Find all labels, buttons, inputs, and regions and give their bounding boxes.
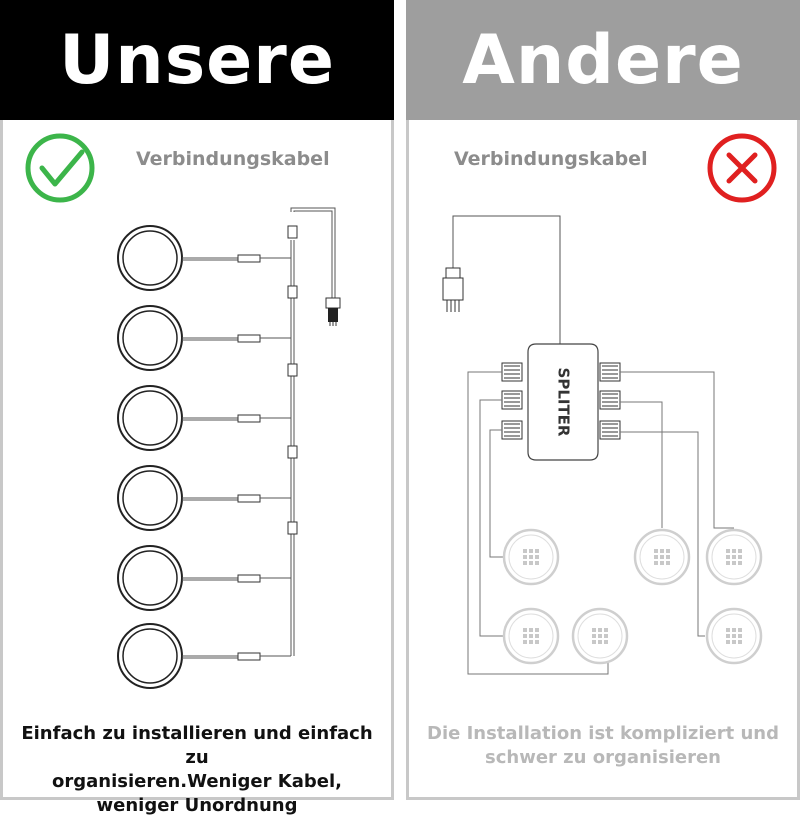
splitter-port	[600, 391, 620, 409]
splitter-port	[502, 363, 522, 381]
input-cable	[453, 216, 560, 345]
faded-puck-light	[635, 530, 689, 584]
right-lights	[504, 530, 761, 663]
splitter-label: SPLITER	[554, 367, 573, 437]
puck-light	[118, 386, 291, 450]
puck-light	[118, 226, 291, 290]
end-connector	[326, 298, 340, 326]
faded-puck-light	[707, 609, 761, 663]
tee-connector	[288, 522, 297, 534]
input-plug	[443, 268, 463, 312]
puck-light	[118, 624, 291, 688]
puck-light	[118, 306, 291, 370]
faded-puck-light	[707, 530, 761, 584]
x-circle-icon	[710, 136, 774, 200]
puck-light	[118, 466, 291, 530]
left-subtitle: Verbindungskabel	[136, 148, 330, 170]
right-caption-line-2: schwer zu organisieren	[485, 747, 721, 768]
faded-puck-light	[504, 609, 558, 663]
faded-puck-light	[573, 609, 627, 663]
splitter-port	[600, 363, 620, 381]
splitter-port	[502, 421, 522, 439]
left-caption-line-2: organisieren.Weniger Kabel,	[52, 771, 342, 792]
right-caption-line-1: Die Installation ist kompliziert und	[427, 723, 779, 744]
check-circle-icon	[28, 136, 92, 200]
splitter-port	[502, 391, 522, 409]
left-lights	[118, 226, 297, 688]
tee-connector	[288, 446, 297, 458]
right-header: Andere	[406, 0, 800, 120]
left-caption-line-1: Einfach zu installieren und einfach zu	[21, 723, 373, 768]
splitter-port	[600, 421, 620, 439]
left-header: Unsere	[0, 0, 394, 120]
tee-connector	[288, 226, 297, 238]
puck-light	[118, 546, 291, 610]
splitter-box	[528, 344, 598, 460]
tee-connector	[288, 286, 297, 298]
faded-puck-light	[504, 530, 558, 584]
daisy-chain-cable	[291, 208, 335, 656]
tee-connector	[288, 364, 297, 376]
right-subtitle: Verbindungskabel	[454, 148, 648, 170]
left-caption-line-3: weniger Unordnung	[96, 795, 298, 816]
